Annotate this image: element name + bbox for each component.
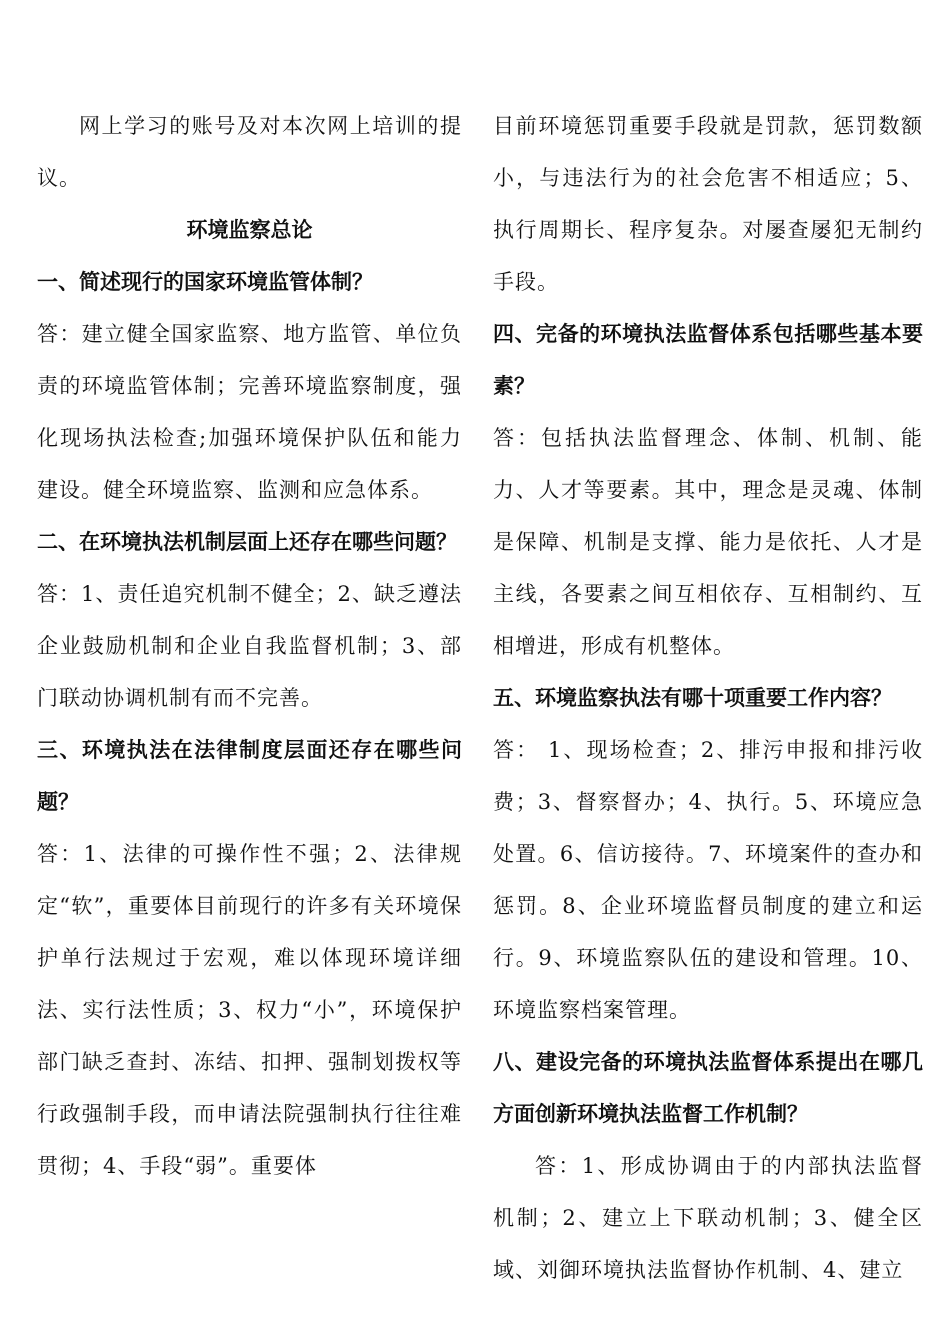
answer-5: 答： 1、现场检查；2、排污申报和排污收费；3、督察督办；4、执行。5、环境应急处置。6、信访接待。7、环境案件的查办和惩罚。8、企业环境监督员制度的建立和运行。9、环境监察队伍的建设和管理。10、环境监察档案管理。 <box>493 738 923 1022</box>
left-column <box>37 100 462 1192</box>
question-2: 二、在环境执法机制层面上还存在哪些问题？ <box>37 530 457 554</box>
answer-8: 答：1、形成协调由于的内部执法监督机制；2、建立上下联动机制；3、健全区域、刘御环境执法监督协作机制、4、建立 <box>493 1154 923 1282</box>
answer-1: 答：建立健全国家监察、地方监管、单位负责的环境监管体制；完善环境监察制度，强化现场执法检查;加强环境保护队伍和能力建设。健全环境监察、监测和应急体系。 <box>37 322 462 502</box>
question-8: 八、建设完备的环境执法监督体系提出在哪几方面创新环境执法监督工作机制？ <box>493 1050 923 1126</box>
answer-2: 答：1、责任追究机制不健全；2、缺乏遵法企业鼓励机制和企业自我监督机制；3、部门联动协调机制有而不完善。 <box>37 582 462 710</box>
answer-3: 答：1、法律的可操作性不强；2、法律规定“软”，重要体目前现行的许多有关环境保护单行法规过于宏观，难以体现环境详细法、实行法性质；3、权力“小”，环境保护部门缺乏查封、冻结、扣押、强制划拨权等行政强制手段，而申请法院强制执行往往难贯彻；4、手段“弱”。重要体 <box>37 842 462 1178</box>
answer-3-continued: 目前环境惩罚重要手段就是罚款，惩罚数额小，与违法行为的社会危害不相适应；5、执行周期长、程序复杂。对屡查屡犯无制约手段。 <box>493 114 923 294</box>
question-3: 三、环境执法在法律制度层面还存在哪些问题？ <box>37 738 462 814</box>
right-column <box>493 100 923 1296</box>
section-title: 环境监察总论 <box>186 218 313 242</box>
question-1: 一、简述现行的国家环境监管体制？ <box>37 270 373 294</box>
intro-paragraph: 网上学习的账号及对本次网上培训的提议。 <box>37 114 462 190</box>
question-5: 五、环境监察执法有哪十项重要工作内容？ <box>493 686 892 710</box>
answer-4: 答：包括执法监督理念、体制、机制、能力、人才等要素。其中，理念是灵魂、体制是保障、机制是支撑、能力是依托、人才是主线，各要素之间互相依存、互相制约、互相增进，形成有机整体。 <box>493 426 923 658</box>
question-4: 四、完备的环境执法监督体系包括哪些基本要素？ <box>493 322 923 398</box>
